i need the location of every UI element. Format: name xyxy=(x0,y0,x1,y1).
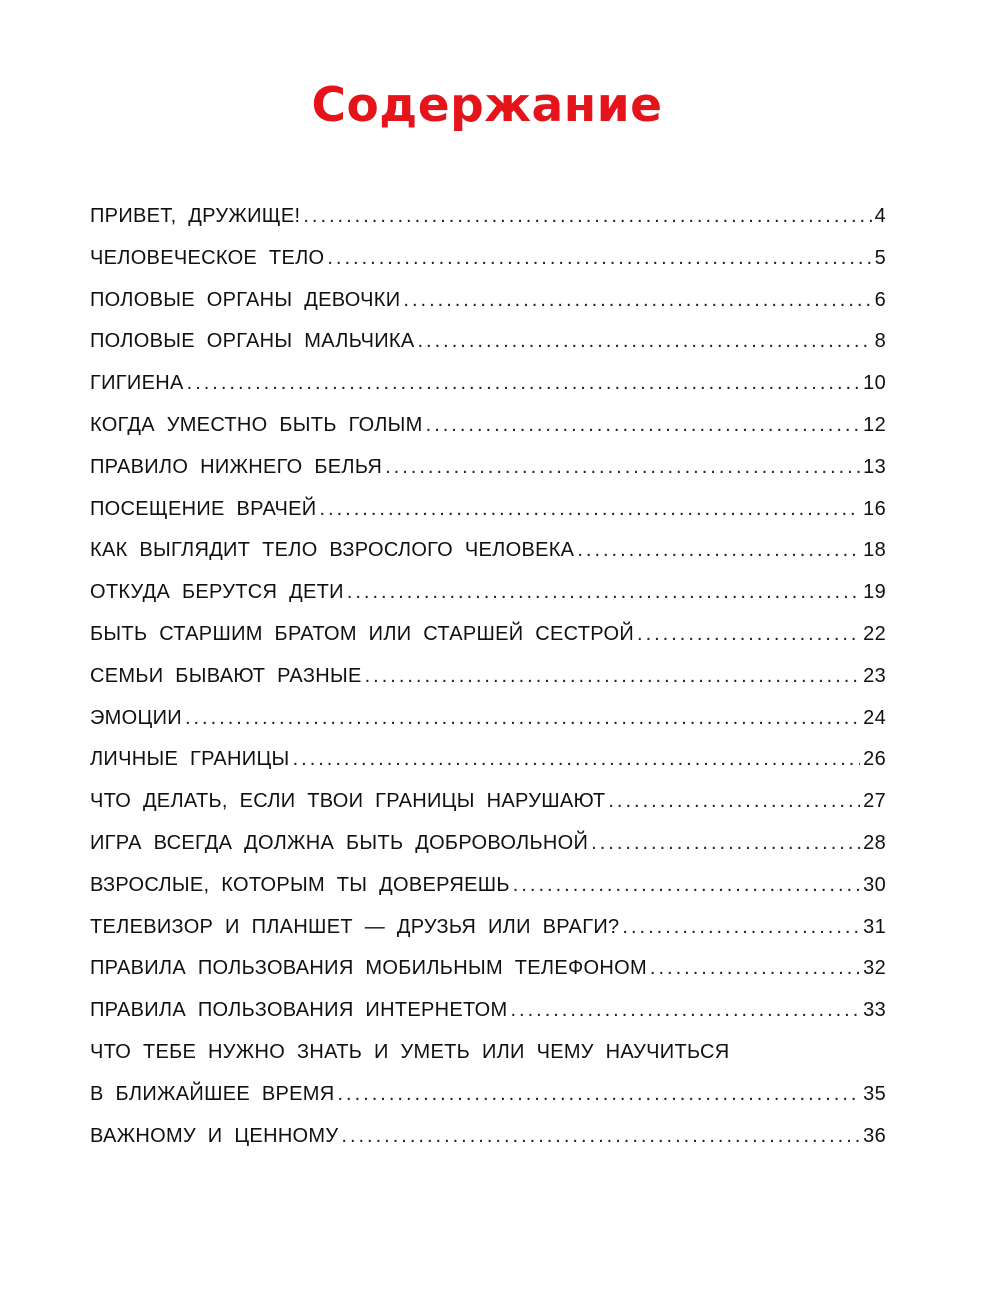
toc-entry-page: 30 xyxy=(863,873,886,896)
toc-entry-page: 36 xyxy=(863,1124,886,1147)
toc-entry-page: 12 xyxy=(863,413,886,436)
dot-leader xyxy=(577,530,860,572)
dot-leader xyxy=(293,739,861,781)
toc-entry[interactable] xyxy=(90,196,886,238)
toc-entry[interactable] xyxy=(90,739,886,781)
toc-entry-title: ИГРА ВСЕГДА ДОЛЖНА БЫТЬ ДОБРОВОЛЬНОЙ xyxy=(90,831,589,854)
toc-entry[interactable] xyxy=(90,238,886,280)
dot-leader xyxy=(327,238,871,280)
toc-entry-page: 16 xyxy=(863,497,886,520)
dot-leader xyxy=(185,698,860,740)
dot-leader xyxy=(510,990,860,1032)
toc-entry-page: 22 xyxy=(863,622,886,645)
toc-entry-page: 31 xyxy=(863,915,886,938)
toc-entry-page: 27 xyxy=(863,790,886,813)
toc-entry-title: ОТКУДА БЕРУТСЯ ДЕТИ xyxy=(90,581,344,604)
dot-leader xyxy=(385,447,860,489)
toc-entry-page: 28 xyxy=(863,831,886,854)
toc-entry[interactable] xyxy=(90,907,886,949)
toc-entry[interactable] xyxy=(90,447,886,489)
toc-entry-title: КАК ВЫГЛЯДИТ ТЕЛО ВЗРОСЛОГО ЧЕЛОВЕКА xyxy=(90,539,575,562)
dot-leader xyxy=(608,781,860,823)
toc-entry-page: 32 xyxy=(863,957,886,980)
toc-entry-title: ПРАВИЛА ПОЛЬЗОВАНИЯ ИНТЕРНЕТОМ xyxy=(90,999,508,1022)
toc-entry-page: 35 xyxy=(863,1082,886,1105)
toc-entry-page: 4 xyxy=(874,205,886,227)
dot-leader xyxy=(650,948,860,990)
dot-leader xyxy=(338,1074,861,1116)
toc-entry[interactable] xyxy=(90,363,886,405)
toc-entry-title: ПОЛОВЫЕ ОРГАНЫ ДЕВОЧКИ xyxy=(90,288,401,311)
toc-entry[interactable] xyxy=(90,405,886,447)
dot-leader xyxy=(418,321,872,363)
page-title: Содержание xyxy=(311,78,663,133)
toc-entry-title xyxy=(90,1032,886,1116)
toc-entry[interactable] xyxy=(90,990,886,1032)
toc-entry-title: БЫТЬ СТАРШИМ БРАТОМ ИЛИ СТАРШЕЙ СЕСТРОЙ xyxy=(90,622,635,645)
toc-entry[interactable] xyxy=(90,781,886,823)
toc-entry-page: 18 xyxy=(863,539,886,562)
toc-entry-title: ЧЕЛОВЕЧЕСКОЕ ТЕЛО xyxy=(90,246,325,269)
toc-entry[interactable] xyxy=(90,280,886,322)
toc-entry[interactable] xyxy=(90,823,886,865)
dot-leader xyxy=(426,405,861,447)
toc-entry-page: 23 xyxy=(863,664,886,687)
toc-entry-page: 5 xyxy=(874,246,886,269)
toc-entry[interactable] xyxy=(90,865,886,907)
toc-entry-page: 24 xyxy=(863,706,886,729)
dot-leader xyxy=(347,572,860,614)
toc-entry-page: 6 xyxy=(874,288,886,311)
toc-entry[interactable] xyxy=(90,1032,886,1116)
dot-leader xyxy=(637,614,860,656)
toc-entry-title: ТЕЛЕВИЗОР И ПЛАНШЕТ — ДРУЗЬЯ ИЛИ ВРАГИ? xyxy=(90,915,620,938)
toc-entry-title: ПОЛОВЫЕ ОРГАНЫ МАЛЬЧИКА xyxy=(90,330,415,353)
toc-entry-title: ВЗРОСЛЫЕ, КОТОРЫМ ТЫ ДОВЕРЯЕШЬ xyxy=(90,873,510,896)
toc-entry[interactable] xyxy=(90,698,886,740)
toc-entry-page: 8 xyxy=(874,330,886,353)
dot-leader xyxy=(341,1116,860,1158)
toc-entry[interactable] xyxy=(90,614,886,656)
toc-entry-page: 33 xyxy=(863,999,886,1022)
dot-leader xyxy=(365,656,861,698)
toc-entry-title: ЛИЧНЫЕ ГРАНИЦЫ xyxy=(90,748,290,771)
dot-leader xyxy=(303,196,871,238)
toc-entry-title: ВАЖНОМУ И ЦЕННОМУ xyxy=(90,1124,339,1147)
toc-entry[interactable] xyxy=(90,321,886,363)
toc-entry-title-line-2 xyxy=(90,1074,886,1116)
dot-leader xyxy=(403,280,871,322)
toc-entry[interactable] xyxy=(90,948,886,990)
toc-entry-title: ЭМОЦИИ xyxy=(90,706,182,729)
toc-entry-page: 26 xyxy=(863,748,886,771)
toc-entry-title: ПОСЕЩЕНИЕ ВРАЧЕЙ xyxy=(90,497,317,520)
toc-entry-page: 13 xyxy=(863,455,886,478)
toc-entry-title-line-2-text: В БЛИЖАЙШЕЕ ВРЕМЯ xyxy=(90,1082,335,1105)
dot-leader xyxy=(591,823,860,865)
toc-entry-page: 19 xyxy=(863,581,886,604)
toc-entry-page: 10 xyxy=(863,372,886,395)
toc-entry-title: ЧТО ДЕЛАТЬ, ЕСЛИ ТВОИ ГРАНИЦЫ НАРУШАЮТ xyxy=(90,790,606,813)
toc-entry[interactable] xyxy=(90,530,886,572)
toc-entry-title: ПРАВИЛО НИЖНЕГО БЕЛЬЯ xyxy=(90,455,383,478)
dot-leader xyxy=(513,865,860,907)
dot-leader xyxy=(187,363,861,405)
toc-entry-title: КОГДА УМЕСТНО БЫТЬ ГОЛЫМ xyxy=(90,413,423,436)
dot-leader xyxy=(319,489,860,531)
toc-entry-title: ГИГИЕНА xyxy=(90,372,184,395)
toc-entry[interactable] xyxy=(90,572,886,614)
toc-entry-title: СЕМЬИ БЫВАЮТ РАЗНЫЕ xyxy=(90,664,362,687)
toc-entry-title: ПРИВЕТ, ДРУЖИЩЕ! xyxy=(90,205,301,227)
table-of-contents xyxy=(90,196,886,1157)
toc-entry[interactable] xyxy=(90,1116,886,1158)
toc-entry[interactable] xyxy=(90,489,886,531)
dot-leader xyxy=(622,907,860,949)
toc-entry[interactable] xyxy=(90,656,886,698)
toc-entry-title-line-1: ЧТО ТЕБЕ НУЖНО ЗНАТЬ И УМЕТЬ ИЛИ ЧЕМУ НАУЧИТЬСЯ xyxy=(90,1040,730,1063)
toc-entry-title: ПРАВИЛА ПОЛЬЗОВАНИЯ МОБИЛЬНЫМ ТЕЛЕФОНОМ xyxy=(90,957,647,980)
